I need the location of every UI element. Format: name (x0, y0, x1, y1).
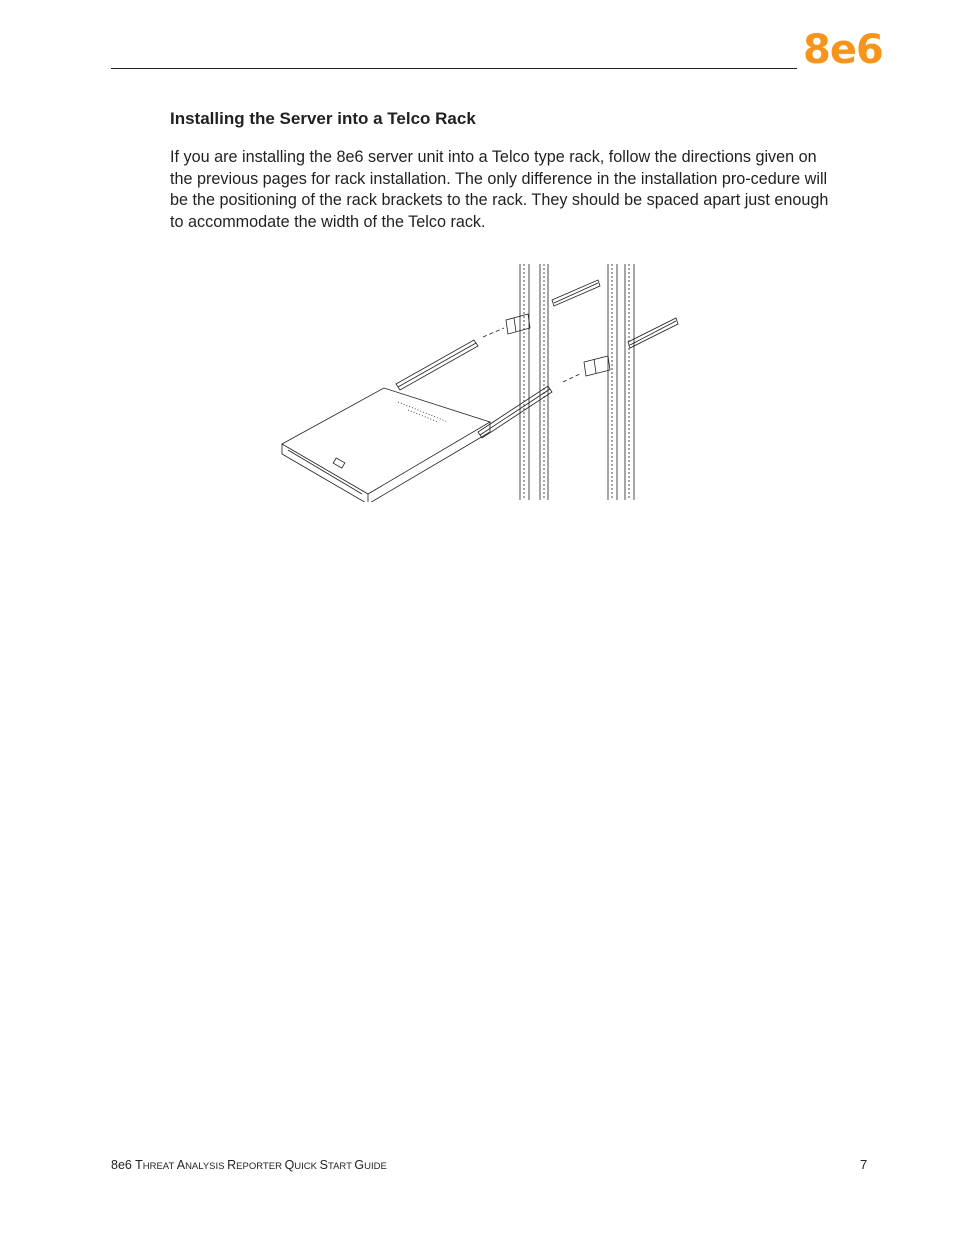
rack-post-left-back (540, 264, 548, 500)
rack-post-right-back (625, 264, 634, 500)
section-heading: Installing the Server into a Telco Rack (170, 109, 476, 128)
server-chassis (282, 388, 490, 502)
front-bracket-left (506, 314, 530, 334)
front-bracket-right (584, 356, 610, 376)
rack-bracket-upper-left (552, 280, 600, 306)
rack-post-left-front (520, 264, 529, 500)
page-number: 7 (860, 1157, 868, 1172)
rack-bracket-upper-right (628, 318, 678, 348)
brand-logo: 8e6 (803, 27, 883, 73)
body-paragraph: If you are installing the 8e6 server unit into a Telco type rack, follow the directions given on the previous pages for rack installation. The only difference in the installation pro-cedure will be the positioning of the rack brackets to the rack. They should be spaced apart just enough to accommodate the width of the Telco rack. (170, 148, 829, 231)
slide-rail-upper (396, 340, 478, 390)
header-rule (111, 68, 797, 69)
rack-post-right-front (608, 264, 617, 500)
footer-title: 8e6 THREAT ANALYSIS REPORTER QUICK START GUIDE (111, 1158, 387, 1172)
telco-rack-illustration (278, 262, 698, 502)
slide-rail-lower (478, 386, 552, 438)
